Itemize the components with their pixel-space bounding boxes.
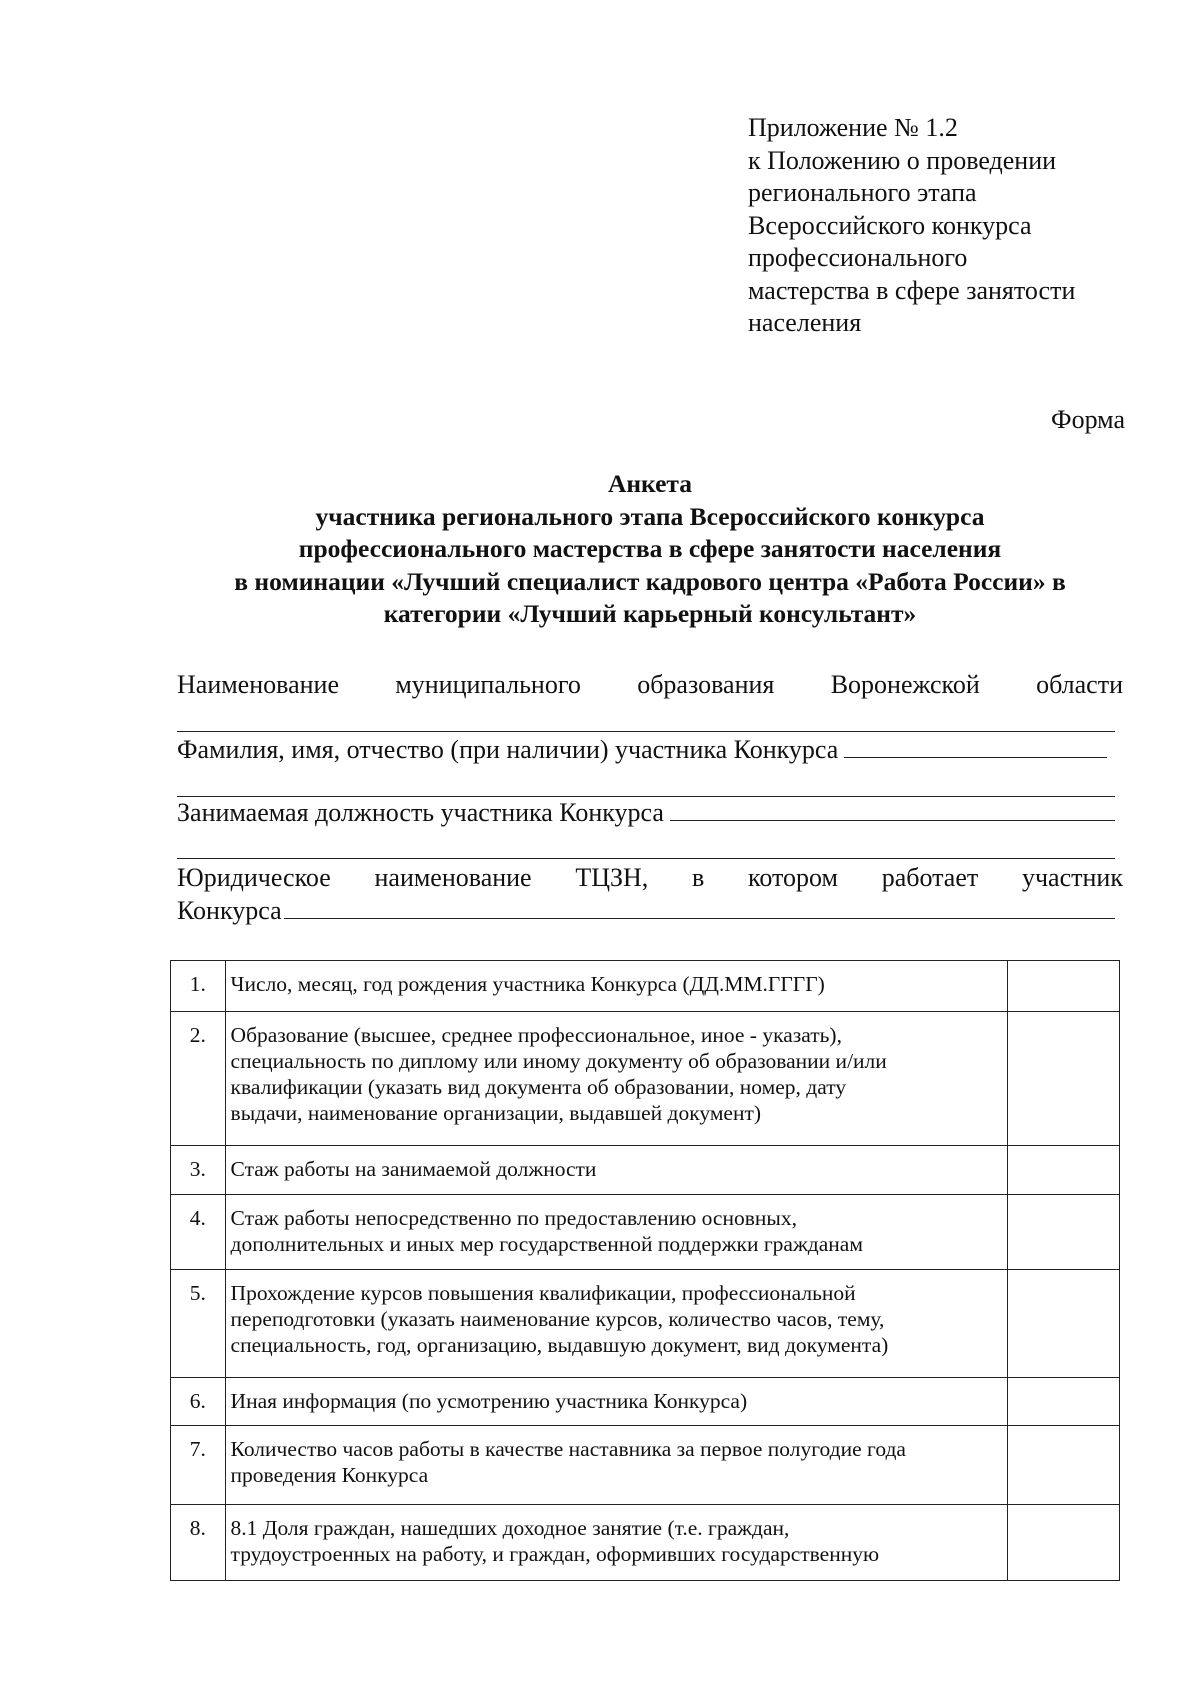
appendix-line: населения xyxy=(748,308,862,337)
row-number: 7. xyxy=(171,1426,226,1505)
position-label: Занимаемая должность участника Конкурса xyxy=(177,798,664,827)
full-name-label: Фамилия, имя, отчество (при наличии) участника Конкурса xyxy=(177,735,839,764)
table-row xyxy=(171,1426,1120,1505)
table-row xyxy=(171,1195,1120,1270)
answer-cell[interactable] xyxy=(1008,1146,1120,1195)
table-row xyxy=(171,1012,1120,1146)
municipality-blank-line[interactable] xyxy=(177,731,1115,732)
row-number: 5. xyxy=(171,1270,226,1378)
table-row xyxy=(171,961,1120,1012)
appendix-header xyxy=(748,112,1148,340)
appendix-line: мастерства в сфере занятости xyxy=(748,275,1076,305)
document-title xyxy=(170,468,1130,631)
survey-table xyxy=(170,960,1120,1581)
appendix-line: профессионального xyxy=(748,243,968,272)
row-number: 1. xyxy=(171,961,226,1012)
position-field xyxy=(177,796,1115,829)
row-number: 4. xyxy=(171,1195,226,1270)
answer-cell[interactable] xyxy=(1008,1426,1120,1505)
appendix-line: регионального этапа xyxy=(748,178,977,207)
row-number: 6. xyxy=(171,1378,226,1426)
title-line: профессионального мастерства в сфере занятости населения xyxy=(298,534,1002,563)
answer-cell[interactable] xyxy=(1008,961,1120,1012)
position-blank[interactable] xyxy=(670,796,1115,821)
row-question: Иная информация (по усмотрению участника Конкурса) xyxy=(225,1378,1008,1426)
form-label: Форма xyxy=(1051,405,1125,434)
row-number: 8. xyxy=(171,1505,226,1581)
employer-label-line2: Конкурса xyxy=(177,896,282,925)
table-row xyxy=(171,1378,1120,1426)
title-line: Анкета xyxy=(607,469,693,498)
row-question: Количество часов работы в качестве наставника за первое полугодие года проведения Конкурса xyxy=(225,1426,1008,1505)
answer-cell[interactable] xyxy=(1008,1012,1120,1146)
answer-cell[interactable] xyxy=(1008,1270,1120,1378)
position-blank-line-2[interactable] xyxy=(177,858,1115,859)
row-question: Число, месяц, год рождения участника Конкурса (ДД.ММ.ГГГГ) xyxy=(225,961,1008,1012)
row-question: Стаж работы на занимаемой должности xyxy=(225,1146,1008,1195)
title-line: категории «Лучший карьерный консультант» xyxy=(383,599,917,628)
answer-cell[interactable] xyxy=(1008,1505,1120,1581)
appendix-line: Всероссийского конкурса xyxy=(748,210,1032,240)
row-question: Стаж работы непосредственно по предоставлению основных, дополнительных и иных мер государственной поддержки гражданам xyxy=(225,1195,1008,1270)
row-number: 3. xyxy=(171,1146,226,1195)
municipality-label: Наименование муниципального образования Воронежской области xyxy=(177,670,1123,699)
table-row xyxy=(171,1146,1120,1195)
table-row xyxy=(171,1270,1120,1378)
appendix-line: к Положению о проведении xyxy=(748,145,1057,175)
title-line: в номинации «Лучший специалист кадрового центра «Работа России» в xyxy=(234,566,1066,596)
employer-field xyxy=(177,862,1123,927)
appendix-line: Приложение № 1.2 xyxy=(748,113,958,142)
employer-label: Юридическое наименование ТЦЗН, в котором работает участник xyxy=(177,863,1123,892)
answer-cell[interactable] xyxy=(1008,1378,1120,1426)
row-number: 2. xyxy=(171,1012,226,1146)
employer-blank[interactable] xyxy=(284,894,1115,919)
municipality-field xyxy=(177,669,1123,701)
row-question: 8.1 Доля граждан, нашедших доходное занятие (т.е. граждан, трудоустроенных на работу, и граждан, оформивших государственную xyxy=(225,1505,1008,1581)
full-name-field xyxy=(177,733,1107,766)
answer-cell[interactable] xyxy=(1008,1195,1120,1270)
full-name-blank[interactable] xyxy=(844,733,1107,758)
title-line: участника регионального этапа Всероссийского конкурса xyxy=(315,501,985,531)
row-question: Прохождение курсов повышения квалификации, профессиональной переподготовки (указать наименование курсов, количество часов, тему, специальность, год, организацию, выдавшую документ, вид документа) xyxy=(225,1270,1008,1378)
table-row xyxy=(171,1505,1120,1581)
row-question: Образование (высшее, среднее профессиональное, иное - указать), специальность по диплому или иному документу об образовании и/или квалификации (указать вид документа об образовании, номер, дату выдачи, наименование организации, выдавшей документ) xyxy=(225,1012,1008,1146)
